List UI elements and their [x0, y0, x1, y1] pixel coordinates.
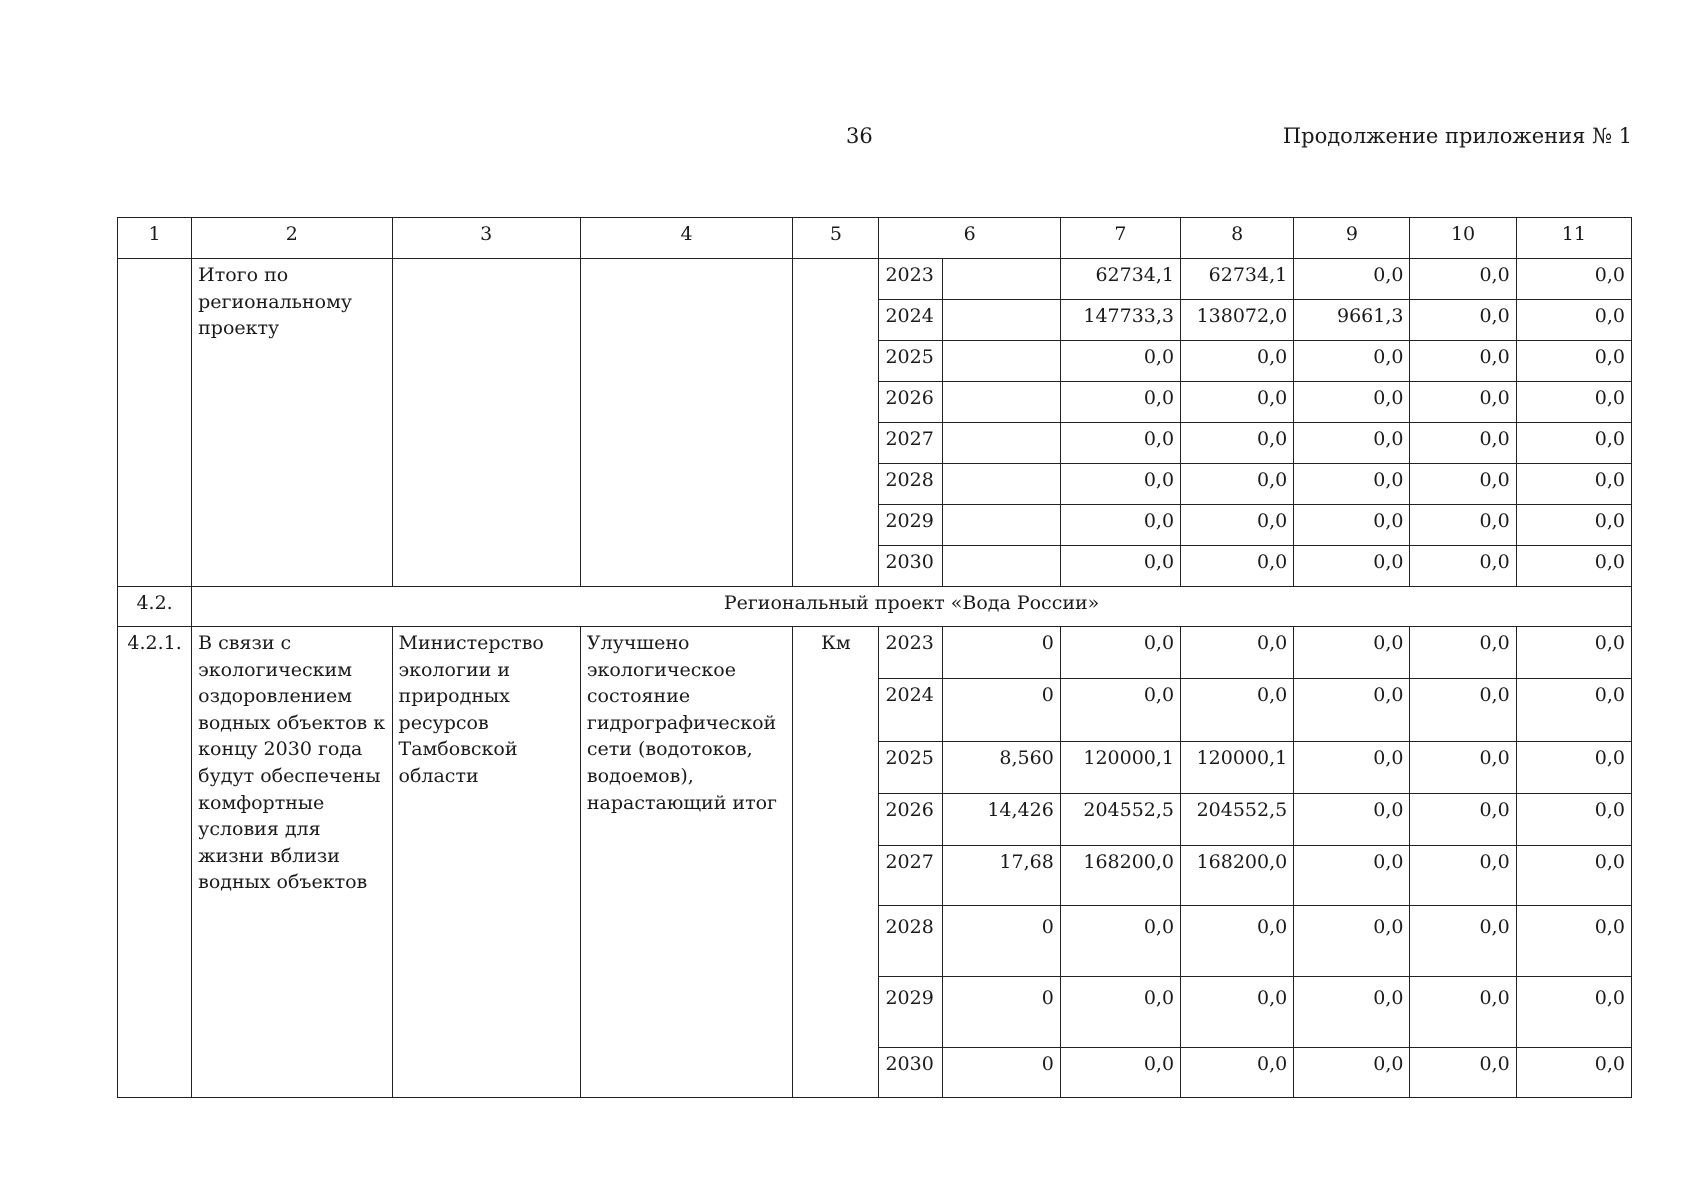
value-cell: 0	[942, 679, 1060, 742]
year-cell: 2027	[879, 846, 942, 906]
year-cell: 2027	[879, 423, 942, 464]
value-cell: 120000,1	[1181, 742, 1294, 794]
value-cell: 0,0	[1294, 341, 1410, 382]
value-cell: 0,0	[1410, 546, 1516, 587]
page-number: 36	[846, 124, 873, 148]
value-cell: 0,0	[1410, 742, 1516, 794]
year-cell: 2028	[879, 906, 942, 977]
total-responsible-cell	[392, 259, 580, 587]
value-cell: 168200,0	[1181, 846, 1294, 906]
value-cell: 0,0	[1516, 300, 1631, 341]
value-cell: 0,0	[1294, 977, 1410, 1048]
value-cell: 0,0	[1516, 794, 1631, 846]
value-cell: 0,0	[1410, 464, 1516, 505]
value-cell: 0,0	[1410, 259, 1516, 300]
value-cell: 0,0	[1516, 464, 1631, 505]
value-cell: 0,0	[1181, 627, 1294, 679]
value-cell: 0,0	[1060, 1048, 1180, 1098]
value-cell: 0,0	[1060, 906, 1180, 977]
year-cell: 2026	[879, 382, 942, 423]
value-cell: 0,0	[1060, 382, 1180, 423]
value-cell: 14,426	[942, 794, 1060, 846]
header-cell: 7	[1060, 218, 1180, 259]
value-cell: 0,0	[1060, 423, 1180, 464]
value-cell	[942, 423, 1060, 464]
total-number-cell	[118, 259, 192, 587]
year-cell: 2030	[879, 546, 942, 587]
value-cell: 0,0	[1410, 906, 1516, 977]
continuation-caption: Продолжение приложения № 1	[1282, 124, 1632, 148]
table-row	[118, 259, 1632, 300]
value-cell: 17,68	[942, 846, 1060, 906]
total-label: Итого по региональному проекту	[192, 259, 392, 587]
value-cell: 0	[942, 1048, 1060, 1098]
year-cell: 2025	[879, 742, 942, 794]
value-cell: 0,0	[1294, 679, 1410, 742]
header-cell: 10	[1410, 218, 1516, 259]
year-cell: 2025	[879, 341, 942, 382]
value-cell: 0,0	[1410, 627, 1516, 679]
value-cell: 0,0	[1294, 627, 1410, 679]
data-table	[117, 217, 1632, 1098]
total-unit-cell	[793, 259, 879, 587]
value-cell: 0,0	[1516, 627, 1631, 679]
value-cell: 0,0	[1181, 341, 1294, 382]
value-cell: 138072,0	[1181, 300, 1294, 341]
value-cell: 0,0	[1516, 341, 1631, 382]
value-cell	[942, 341, 1060, 382]
value-cell: 0,0	[1294, 846, 1410, 906]
value-cell: 0,0	[1060, 627, 1180, 679]
value-cell: 0,0	[1516, 846, 1631, 906]
year-cell: 2023	[879, 259, 942, 300]
value-cell: 0,0	[1181, 679, 1294, 742]
year-cell: 2023	[879, 627, 942, 679]
section-number: 4.2.	[118, 587, 192, 627]
header-cell: 6	[879, 218, 1060, 259]
value-cell: 0,0	[1410, 300, 1516, 341]
value-cell: 0	[942, 627, 1060, 679]
value-cell: 0,0	[1181, 423, 1294, 464]
value-cell: 62734,1	[1181, 259, 1294, 300]
value-cell: 0,0	[1294, 546, 1410, 587]
section-title: Региональный проект «Вода России»	[192, 587, 1632, 627]
value-cell: 0,0	[1516, 382, 1631, 423]
value-cell: 0,0	[1181, 977, 1294, 1048]
value-cell: 0,0	[1516, 742, 1631, 794]
value-cell: 0,0	[1516, 505, 1631, 546]
value-cell: 62734,1	[1060, 259, 1180, 300]
header-cell: 5	[793, 218, 879, 259]
item-indicator: Улучшено экологическое состояние гидрографической сети (водотоков, водоемов), нарастающий итог	[580, 627, 792, 1098]
value-cell: 0,0	[1410, 423, 1516, 464]
value-cell: 0,0	[1060, 464, 1180, 505]
value-cell: 120000,1	[1060, 742, 1180, 794]
year-cell: 2030	[879, 1048, 942, 1098]
value-cell: 0,0	[1516, 1048, 1631, 1098]
value-cell: 0,0	[1181, 546, 1294, 587]
value-cell: 0,0	[1516, 423, 1631, 464]
value-cell: 204552,5	[1181, 794, 1294, 846]
header-cell: 8	[1181, 218, 1294, 259]
value-cell: 0,0	[1294, 505, 1410, 546]
value-cell: 0,0	[1181, 1048, 1294, 1098]
value-cell: 0,0	[1410, 382, 1516, 423]
value-cell: 0,0	[1410, 846, 1516, 906]
header-cell: 2	[192, 218, 392, 259]
header-cell: 4	[580, 218, 792, 259]
item-number: 4.2.1.	[118, 627, 192, 1098]
value-cell	[942, 464, 1060, 505]
year-cell: 2024	[879, 300, 942, 341]
item-responsible: Министерство экологии и природных ресурсов Тамбовской области	[392, 627, 580, 1098]
year-cell: 2029	[879, 505, 942, 546]
value-cell: 0,0	[1516, 259, 1631, 300]
value-cell	[942, 300, 1060, 341]
year-cell: 2028	[879, 464, 942, 505]
value-cell: 0,0	[1410, 341, 1516, 382]
value-cell: 0,0	[1294, 1048, 1410, 1098]
value-cell: 168200,0	[1060, 846, 1180, 906]
value-cell: 0,0	[1294, 794, 1410, 846]
total-indicator-cell	[580, 259, 792, 587]
value-cell: 0,0	[1060, 977, 1180, 1048]
value-cell: 0,0	[1181, 906, 1294, 977]
header-cell: 3	[392, 218, 580, 259]
value-cell: 0,0	[1410, 794, 1516, 846]
header-cell: 9	[1294, 218, 1410, 259]
value-cell: 0,0	[1294, 259, 1410, 300]
value-cell: 0,0	[1410, 977, 1516, 1048]
value-cell: 0,0	[1294, 742, 1410, 794]
value-cell: 0,0	[1516, 679, 1631, 742]
value-cell: 0	[942, 977, 1060, 1048]
item-description: В связи с экологическим оздоровлением водных объектов к концу 2030 года будут обеспечены комфортные условия для жизни вблизи водных объектов	[192, 627, 392, 1098]
value-cell: 0,0	[1410, 679, 1516, 742]
section-row	[118, 587, 1632, 627]
item-unit: Км	[793, 627, 879, 1098]
value-cell	[942, 546, 1060, 587]
value-cell: 147733,3	[1060, 300, 1180, 341]
value-cell: 0,0	[1294, 423, 1410, 464]
value-cell: 9661,3	[1294, 300, 1410, 341]
value-cell: 0,0	[1181, 464, 1294, 505]
value-cell: 0,0	[1060, 505, 1180, 546]
value-cell: 0,0	[1294, 382, 1410, 423]
value-cell: 0,0	[1294, 464, 1410, 505]
value-cell: 0,0	[1410, 505, 1516, 546]
value-cell: 8,560	[942, 742, 1060, 794]
year-cell: 2029	[879, 977, 942, 1048]
value-cell: 0,0	[1410, 1048, 1516, 1098]
header-row	[118, 218, 1632, 259]
header-cell: 1	[118, 218, 192, 259]
value-cell	[942, 505, 1060, 546]
year-cell: 2026	[879, 794, 942, 846]
value-cell: 0,0	[1181, 382, 1294, 423]
value-cell: 0,0	[1181, 505, 1294, 546]
value-cell	[942, 259, 1060, 300]
value-cell: 0,0	[1060, 546, 1180, 587]
value-cell: 0	[942, 906, 1060, 977]
value-cell: 0,0	[1060, 341, 1180, 382]
value-cell: 0,0	[1516, 546, 1631, 587]
value-cell: 0,0	[1516, 977, 1631, 1048]
value-cell: 0,0	[1294, 906, 1410, 977]
value-cell: 204552,5	[1060, 794, 1180, 846]
year-cell: 2024	[879, 679, 942, 742]
value-cell: 0,0	[1060, 679, 1180, 742]
table-row	[118, 627, 1632, 679]
value-cell: 0,0	[1516, 906, 1631, 977]
value-cell	[942, 382, 1060, 423]
header-cell: 11	[1516, 218, 1631, 259]
